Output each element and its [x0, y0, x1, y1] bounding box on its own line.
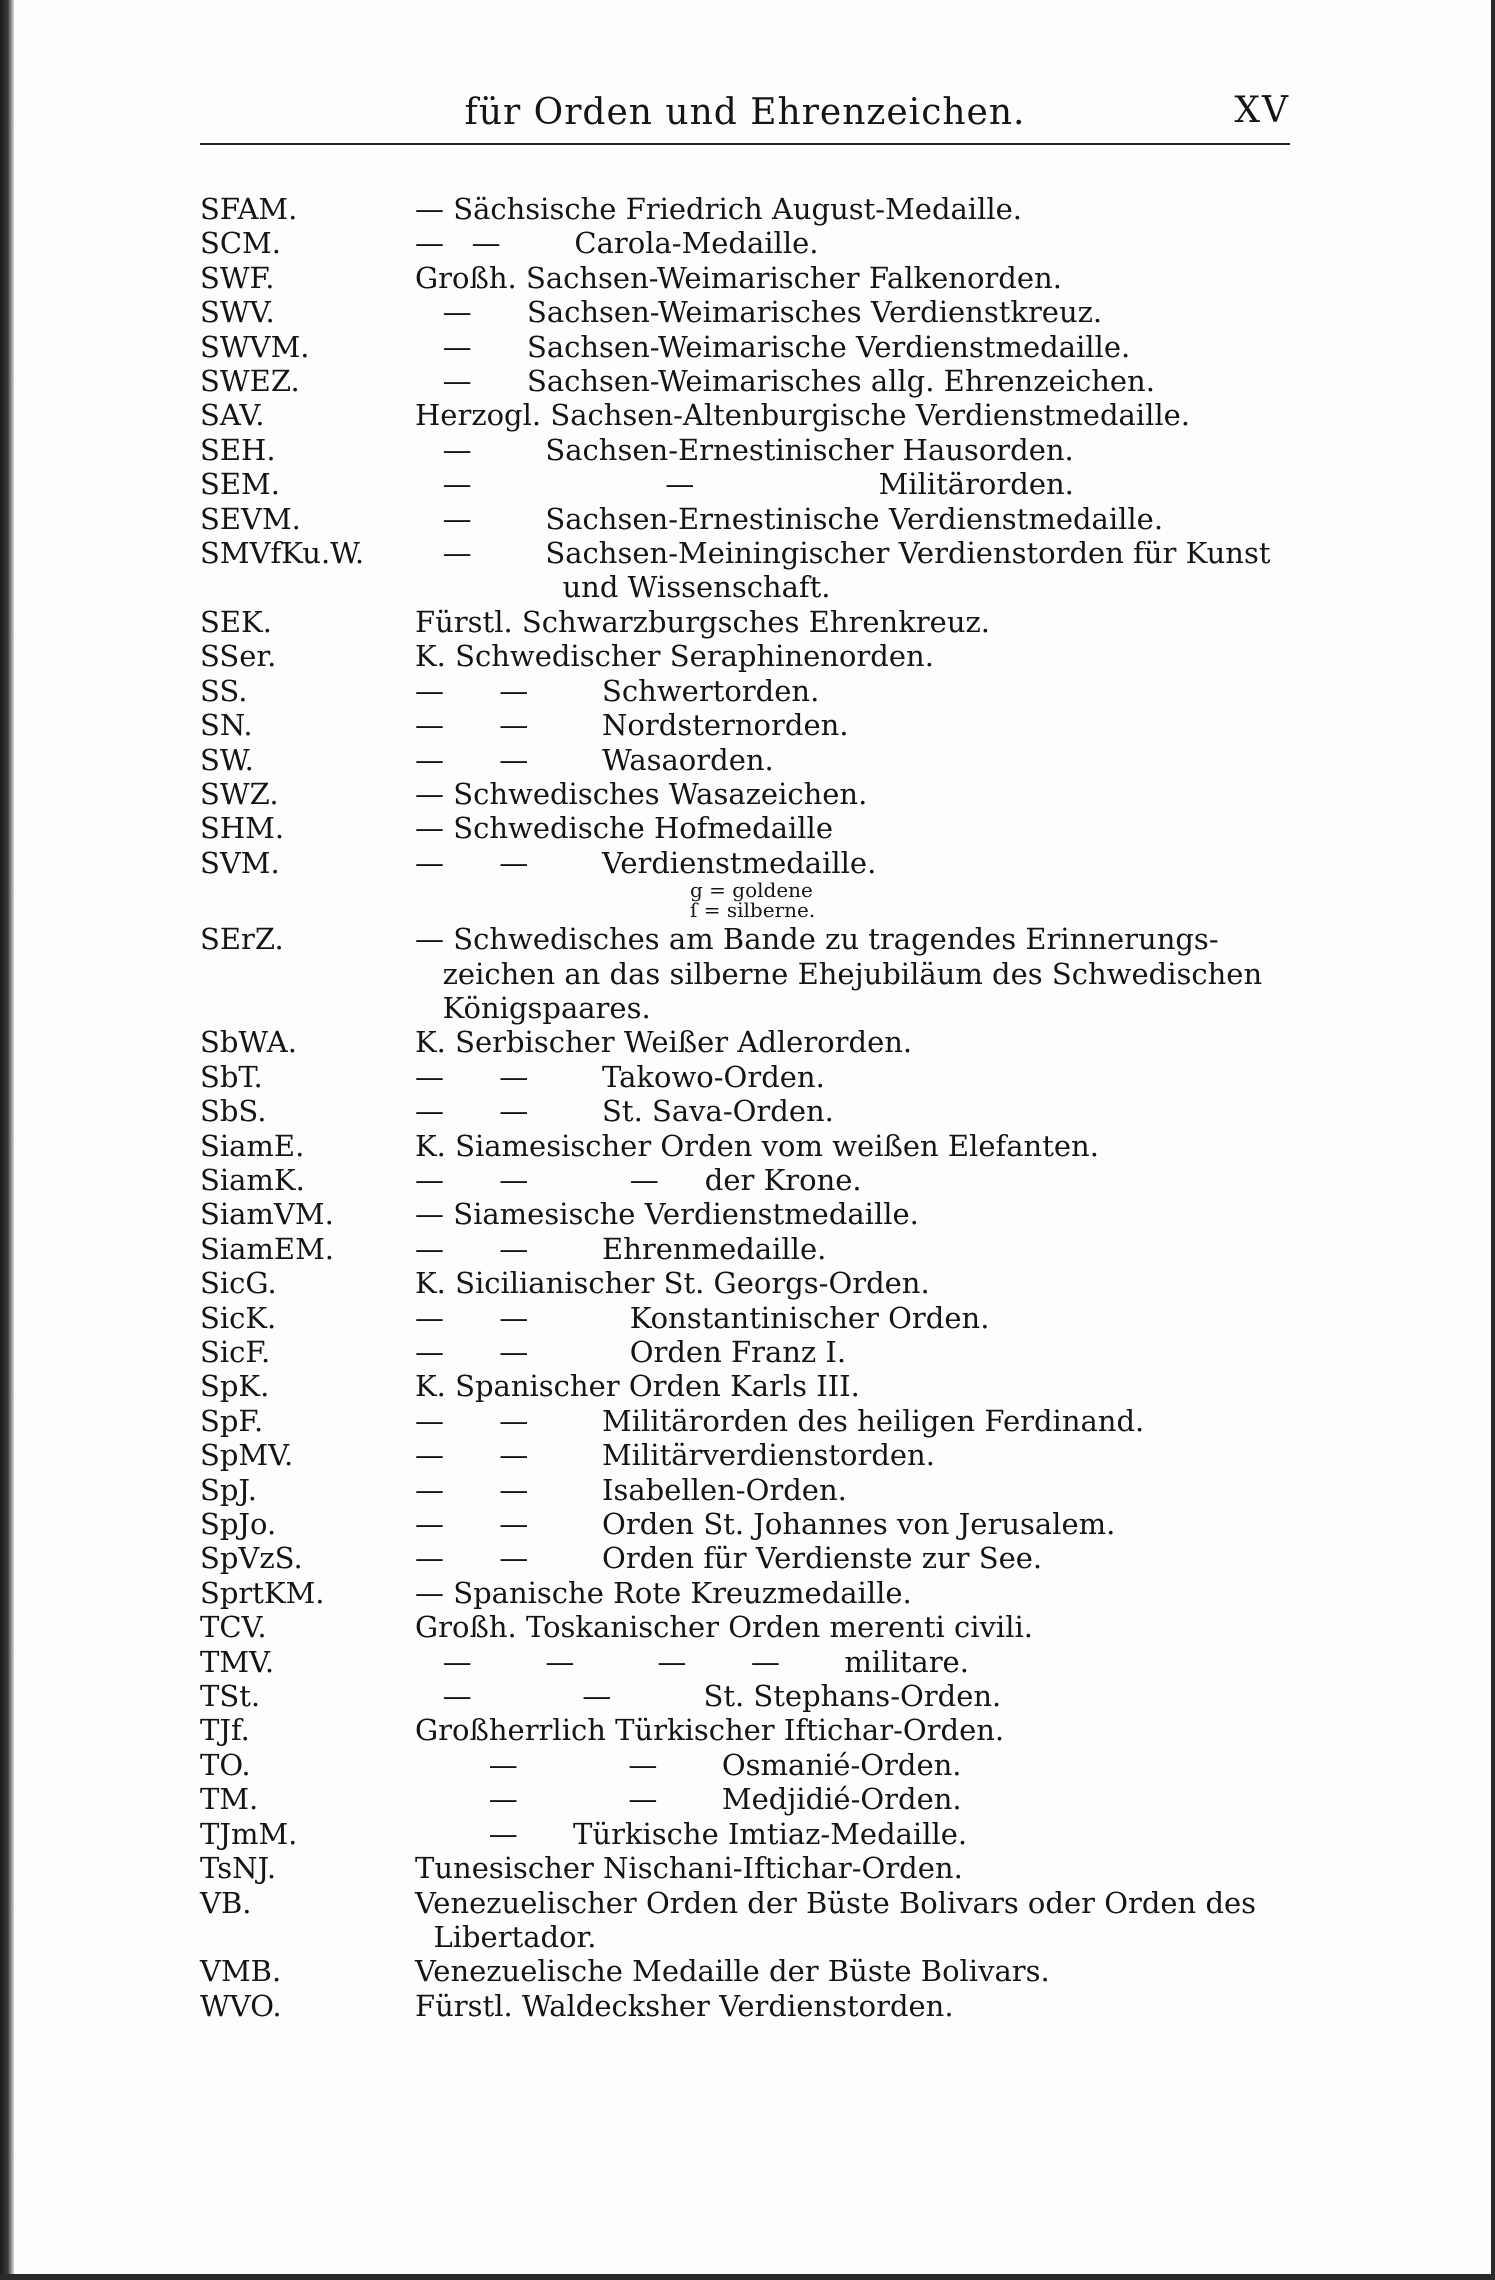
- description: — — — der Krone.: [415, 1162, 862, 1197]
- abbreviation: SbWA.: [200, 1025, 297, 1060]
- description: — — — — militare.: [415, 1644, 969, 1679]
- list-item: [200, 1954, 1295, 1988]
- description: — Sachsen-Weimarisches allg. Ehrenzeichen.: [415, 364, 1155, 399]
- description: Tunesischer Nischani-Iftichar-Orden.: [415, 1851, 963, 1886]
- list-item: [200, 674, 1295, 708]
- abbreviation: SEM.: [200, 467, 280, 502]
- abbreviation: SiamVM.: [200, 1197, 334, 1232]
- abbreviation: TM.: [200, 1782, 259, 1817]
- description: — Schwedisches Wasazeichen.: [415, 776, 868, 811]
- abbreviation: VMB.: [200, 1954, 282, 1989]
- description: Venezuelischer Orden der Büste Bolivars oder Orden des Libertador.: [415, 1885, 1257, 1954]
- abbreviation: SpF.: [200, 1403, 264, 1438]
- list-item: [200, 846, 1295, 880]
- abbreviation: TMV.: [200, 1644, 275, 1679]
- description: — — Schwertorden.: [415, 673, 820, 708]
- list-item: [200, 502, 1295, 536]
- abbreviation: SWVM.: [200, 329, 310, 364]
- abbreviation: SWF.: [200, 260, 275, 295]
- description: Großh. Toskanischer Orden merenti civili.: [415, 1610, 1033, 1645]
- abbreviation: VB.: [200, 1885, 252, 1920]
- description: K. Spanischer Orden Karls III.: [415, 1369, 860, 1404]
- description: K. Siamesischer Orden vom weißen Elefanten.: [415, 1128, 1099, 1163]
- list-item: [200, 467, 1295, 501]
- abbreviation: SHM.: [200, 811, 285, 846]
- list-item: [200, 192, 1295, 226]
- abbreviation: SpVzS.: [200, 1541, 303, 1576]
- abbreviation: SicG.: [200, 1266, 277, 1301]
- abbreviation: SWZ.: [200, 776, 279, 811]
- description: — — Ehrenmedaille.: [415, 1231, 827, 1266]
- list-item: [200, 743, 1295, 777]
- page-bottom-edge: [0, 2274, 1495, 2280]
- abbreviation: SpK.: [200, 1369, 270, 1404]
- description: Venezuelische Medaille der Büste Bolivars.: [415, 1954, 1050, 1989]
- list-item: [200, 536, 1295, 605]
- abbreviation: SicK.: [200, 1300, 277, 1335]
- description: — — Orden für Verdienste zur See.: [415, 1541, 1043, 1576]
- description: — — Orden Franz I.: [415, 1335, 847, 1369]
- description: Großh. Sachsen-Weimarischer Falkenorden.: [415, 260, 1062, 295]
- description: Großherrlich Türkischer Iftichar-Orden.: [415, 1713, 1005, 1748]
- abbreviation: SCM.: [200, 226, 281, 261]
- list-item: [200, 1163, 1295, 1197]
- description: — — Takowo-Orden.: [415, 1059, 825, 1094]
- list-item: [200, 1610, 1295, 1644]
- abbreviation: SEK.: [200, 604, 272, 639]
- abbreviation: SpJ.: [200, 1472, 258, 1507]
- list-item: [200, 708, 1295, 742]
- abbreviation: SSer.: [200, 639, 277, 674]
- list-item: [200, 1817, 1295, 1851]
- list-item: [200, 1886, 1295, 1955]
- list-item: [200, 1679, 1295, 1713]
- list-item: [200, 639, 1295, 673]
- page-left-edge: [0, 0, 14, 2280]
- abbreviation: SiamK.: [200, 1162, 305, 1197]
- list-item: [200, 922, 1295, 1025]
- list-item: [200, 1197, 1295, 1231]
- list-item: [200, 1335, 1295, 1369]
- list-item: [200, 1266, 1295, 1300]
- description: K. Serbischer Weißer Adlerorden.: [415, 1025, 913, 1060]
- description: — — Militärorden.: [415, 467, 1074, 502]
- abbreviation: SicF.: [200, 1335, 271, 1369]
- list-item: [200, 226, 1295, 260]
- page-number: XV: [1234, 90, 1290, 131]
- abbreviation: SVM.: [200, 845, 280, 880]
- footnote-legend: [200, 880, 1295, 922]
- description: — Sachsen-Ernestinischer Hausorden.: [415, 432, 1074, 467]
- list-item: [200, 364, 1295, 398]
- abbreviation: SiamEM.: [200, 1231, 335, 1266]
- description: — Sachsen-Ernestinische Verdienstmedaille.: [415, 501, 1164, 536]
- description: — Sachsen-Meiningischer Verdienstorden für Kunst und Wissenschaft.: [442, 536, 1271, 605]
- description: — — Medjidié-Orden.: [415, 1782, 962, 1817]
- list-item: [200, 1060, 1295, 1094]
- description: — — Militärverdienstorden.: [415, 1438, 935, 1473]
- abbreviation: SpMV.: [200, 1438, 294, 1473]
- list-item: [200, 1748, 1295, 1782]
- list-item: [200, 398, 1295, 432]
- description: — Sachsen-Weimarische Verdienstmedaille.: [415, 329, 1131, 364]
- list-item: [200, 1713, 1295, 1747]
- abbreviation: SS.: [200, 673, 248, 708]
- description: — — Isabellen-Orden.: [415, 1472, 847, 1507]
- header-title: für Orden und Ehrenzeichen.: [464, 92, 1026, 133]
- abbreviation: SbT.: [200, 1059, 263, 1094]
- abbreviation: SN.: [200, 708, 253, 743]
- description: — Sachsen-Weimarisches Verdienstkreuz.: [415, 295, 1103, 330]
- list-item: [200, 605, 1295, 639]
- list-item: [200, 777, 1295, 811]
- list-item: [200, 1576, 1295, 1610]
- abbreviation: SWV.: [200, 295, 275, 330]
- abbreviation: SFAM.: [200, 192, 298, 226]
- header-rule: [200, 143, 1290, 145]
- list-item: [200, 1782, 1295, 1816]
- abbreviation: WVO.: [200, 1988, 282, 2023]
- abbreviation: SEVM.: [200, 501, 301, 536]
- abbreviation: SiamE.: [200, 1128, 305, 1163]
- list-item: [200, 1507, 1295, 1541]
- running-header: [200, 88, 1290, 138]
- list-item: [200, 295, 1295, 329]
- abbreviation: SErZ.: [200, 922, 284, 957]
- list-item: [200, 1473, 1295, 1507]
- description: K. Schwedischer Seraphinenorden.: [415, 639, 934, 674]
- description: — — St. Sava-Orden.: [415, 1094, 834, 1129]
- list-item: [200, 1025, 1295, 1059]
- description: — — Osmanié-Orden.: [415, 1747, 962, 1782]
- description: — — Konstantinischer Orden.: [415, 1300, 990, 1335]
- list-item: [200, 330, 1295, 364]
- abbreviation-list: [200, 192, 1295, 2023]
- abbreviation: SW.: [200, 742, 254, 777]
- abbreviation: SMVfKu.W.: [200, 536, 365, 571]
- page-right-edge: [1491, 0, 1495, 2280]
- description: Fürstl. Waldecksher Verdienstorden.: [415, 1988, 954, 2023]
- abbreviation: SEH.: [200, 432, 276, 467]
- legend-silver: ſ = silberne.: [690, 898, 816, 923]
- description: — Schwedisches am Bande zu tragendes Erinnerungs- zeichen an das silberne Ehejubiläum des Schwedischen Königspaares.: [415, 922, 1263, 1025]
- abbreviation: TsNJ.: [200, 1851, 277, 1886]
- list-item: [200, 1989, 1295, 2023]
- description: — Türkische Imtiaz-Medaille.: [415, 1816, 968, 1851]
- legend-gold: g = goldene: [690, 878, 813, 903]
- list-item: [200, 1541, 1295, 1575]
- abbreviation: SpJo.: [200, 1507, 277, 1542]
- abbreviation: SAV.: [200, 398, 265, 433]
- description: — — Orden St. Johannes von Jerusalem.: [415, 1507, 1116, 1542]
- description: — Sächsische Friedrich August-Medaille.: [415, 192, 1023, 226]
- list-item: [200, 1404, 1295, 1438]
- list-item: [200, 1645, 1295, 1679]
- description: — — Nordsternorden.: [415, 708, 849, 743]
- description: Herzogl. Sachsen-Altenburgische Verdienstmedaille.: [415, 398, 1190, 433]
- description: — — St. Stephans-Orden.: [415, 1679, 1002, 1714]
- list-item: [200, 1369, 1295, 1403]
- list-item: [200, 1851, 1295, 1885]
- description: — — Verdienstmedaille.: [415, 845, 877, 880]
- description: — Schwedische Hofmedaille: [415, 811, 833, 846]
- abbreviation: SWEZ.: [200, 364, 300, 399]
- description: — Siamesische Verdienstmedaille.: [415, 1197, 919, 1232]
- abbreviation: TJmM.: [200, 1816, 298, 1851]
- list-item: [200, 433, 1295, 467]
- abbreviation: TSt.: [200, 1679, 261, 1714]
- description: K. Sicilianischer St. Georgs-Orden.: [415, 1266, 930, 1301]
- abbreviation: TCV.: [200, 1610, 267, 1645]
- list-item: [200, 261, 1295, 295]
- description: Fürstl. Schwarzburgsches Ehrenkreuz.: [415, 604, 991, 639]
- abbreviation: SprtKM.: [200, 1575, 325, 1610]
- description: — Spanische Rote Kreuzmedaille.: [415, 1575, 912, 1610]
- list-item: [200, 1129, 1295, 1163]
- list-item: [200, 1438, 1295, 1472]
- description: — — Militärorden des heiligen Ferdinand.: [415, 1403, 1145, 1438]
- abbreviation: TJf.: [200, 1713, 250, 1748]
- description: — — Carola-Medaille.: [415, 226, 819, 261]
- abbreviation: TO.: [200, 1747, 251, 1782]
- list-item: [200, 811, 1295, 845]
- list-item: [200, 1094, 1295, 1128]
- list-item: [200, 1301, 1295, 1335]
- description: — — Wasaorden.: [415, 742, 774, 777]
- abbreviation: SbS.: [200, 1094, 267, 1129]
- list-item: [200, 1232, 1295, 1266]
